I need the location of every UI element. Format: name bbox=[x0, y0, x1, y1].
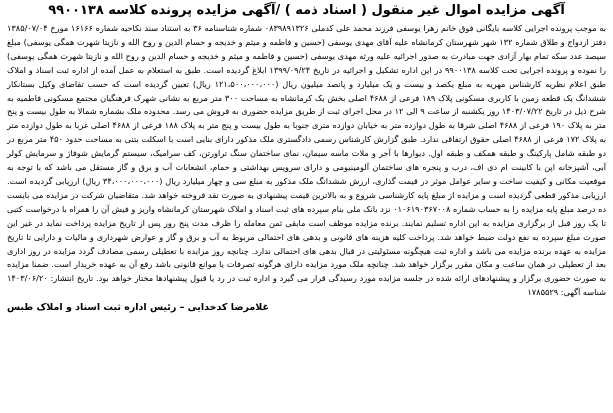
notice-title: آگهی مزایده اموال غیر منقول ( اسناد ذمه ) /آگهی مزایده پرونده کلاسه ۹۹۰۰۱۳۸ bbox=[48, 3, 565, 18]
notice-signature: غلامرضا کدخدایی – رئیس اداره ثبت اسناد و املاک طبس bbox=[7, 302, 270, 314]
notice-body: به موجب پرونده اجرایی کلاسه بایگانی فوق خانم زهرا یوسفی فرزند محمد علی کدملی ۰۸۳۹۸۹۱۳۲۶ شماره شناسنامه ۳۶ به استناد سند نکاحیه شماره ۱۶۱۶۶ مورخ ۱۳۸۵/۰۷/۰۴ دفتر ازدواج و طلاق شماره ۱۳۲ شهر شهرستان کرمانشاه علیه آقای مهدی یوسفی (حسین و فاطمه و میثم و خدیجه و حسام الدین و روح الله و نازیتا شهرت همگی یوسفی) مبلغ سیصد عدد سکه تمام بهار آزادی جهت مبادرت به صدور اجرائیه علیه ورثه مهدی یوسفی (حسین و فاطمه و میثم و خدیجه و حسام الدین و روح الله و نازیتا شهرت همگی یوسفی) را نموده و پرونده اجرایی تحت کلاسه ۹۹۰۰۱۳۸ در این اداره تشکیل و اجرائیه در تاریخ ۱۳۹۹/۰۹/۲۴ ابلاغ گردیده است. طبق به استعلام به عمل آمده از اداره ثبت اسناد و املاک طبق اعلام نظریه کارشناس مهریه به مبلغ یکصد و بیست و یک میلیارد و پانصد میلیون ریال (۱۲۱،۵۰۰،۰۰۰،۰۰۰ ریال) تعیین گردیده است که حسب تقاضای وکیل بستانکار ششدانگ یک قطعه زمین با کاربری مسکونی پلاک ۱۸۹ فرعی از ۴۶۸۸ اصلی بخش یک کرمانشاه به مساحت ۳۰۰ متر مربع به نشانی شهرک فرهنگیان مجتمع مسکونی فاطمیه به شرح ذیل در تاریخ ۱۴۰۳/۰۷/۲۲ روز یکشنبه از ساعت ۹ الی ۱۲ در محل اجرای ثبت از طریق مزایده حضوری به فروش می رسد. محدوده ملک بشماره شمالا به طول بیست و پنج متر به پلاک ۱۹۰ فرعی از ۴۶۸۸ اصلی شرقا به طول دوازده متر به خیابان دوازده متری جنوبا به طول بیست و پنج متر به پلاک ۱۸۸ فرعی از ۴۶۸۸ اصلی غربا به طول دوازده متر به پلاک ۱۷۲ فرعی از ۴۶۸۸ اصلی حقوق ارتفاقی ندارد. طبق گزارش کارشناس رسمی دادگستری ملک مذکور دارای بنایی است با اسکلت بتنی به مساحت حدود ۴۵۰ متر مربع در دو طبقه شامل پارکینگ و طبقه همکف و طبقه اول. دیوارها با آجر و ملات ماسه سیمان، نمای ساختمان سنگ تراورتن، کف سرامیک، سیستم گرمایش شوفاژ و سرمایش کولر آبی، آشپزخانه اپن با کابینت ام دی اف، درب و پنجره های ساختمان آلومینیومی و دارای سرویس بهداشتی و حمام، انشعابات آب و برق و گاز مستقل می باشد که با توجه به موقعیت مکانی و کیفیت ساخت و سایر عوامل موثر در قیمت گذاری، ارزش ششدانگ ملک مذکور به مبلغ سی و چهار میلیارد ریال (۳۴،۰۰۰،۰۰۰،۰۰۰ ریال) ارزیابی گردیده است. ارزیابی مذکور قطعی گردیده است و مزایده از مبلغ پایه کارشناسی شروع و به بالاترین قیمت پیشنهادی به صورت نقد فروخته خواهد شد. متقاضیان شرکت در مزایده می بایست ده درصد مبلغ پایه مزایده را به حساب شماره ۰۱۰۶۱۹۰۳۶۷۰۰۸ نزد بانک ملی بنام سپرده های ثبت اسناد و املاک شهرستان کرمانشاه واریز و فیش آن را همراه با درخواست کتبی تا یک روز قبل از برگزاری مزایده به این اداره تسلیم نمایند. برنده مزایده موظف است مابقی ثمن معامله را ظرف مدت پنج روز پس از تاریخ مزایده پرداخت نماید در غیر این صورت مبلغ سپرده به نفع دولت ضبط خواهد شد. پرداخت کلیه هزینه های قانونی و بدهی های احتمالی مربوط به آب و برق و گاز و عوارض شهرداری و مالیات و دارایی تا تاریخ مزایده به عهده برنده مزایده می باشد و اداره ثبت هیچگونه مسئولیتی در قبال بدهی های احتمالی ندارد. چنانچه روز مزایده با تعطیلی رسمی مصادف گردد مزایده در روز اداری بعد از تعطیلی در همان ساعت و مکان مقرر برگزار خواهد شد. چنانچه ملک مورد مزایده دارای هرگونه تصرفات یا موانع قانونی باشد رفع آن به عهده خریدار است. ضمنا مزایده به صورت حضوری برگزار و پیشنهادهای ارائه شده در جلسه مزایده مورد رسیدگی قرار می گیرد و اداره ثبت در رد یا قبول پیشنهادها مختار خواهد بود. تاریخ انتشار: ۱۴۰۳/۰۶/۲۰ شناسه آگهی: ۱۷۸۵۵۲۹ bbox=[7, 23, 607, 298]
